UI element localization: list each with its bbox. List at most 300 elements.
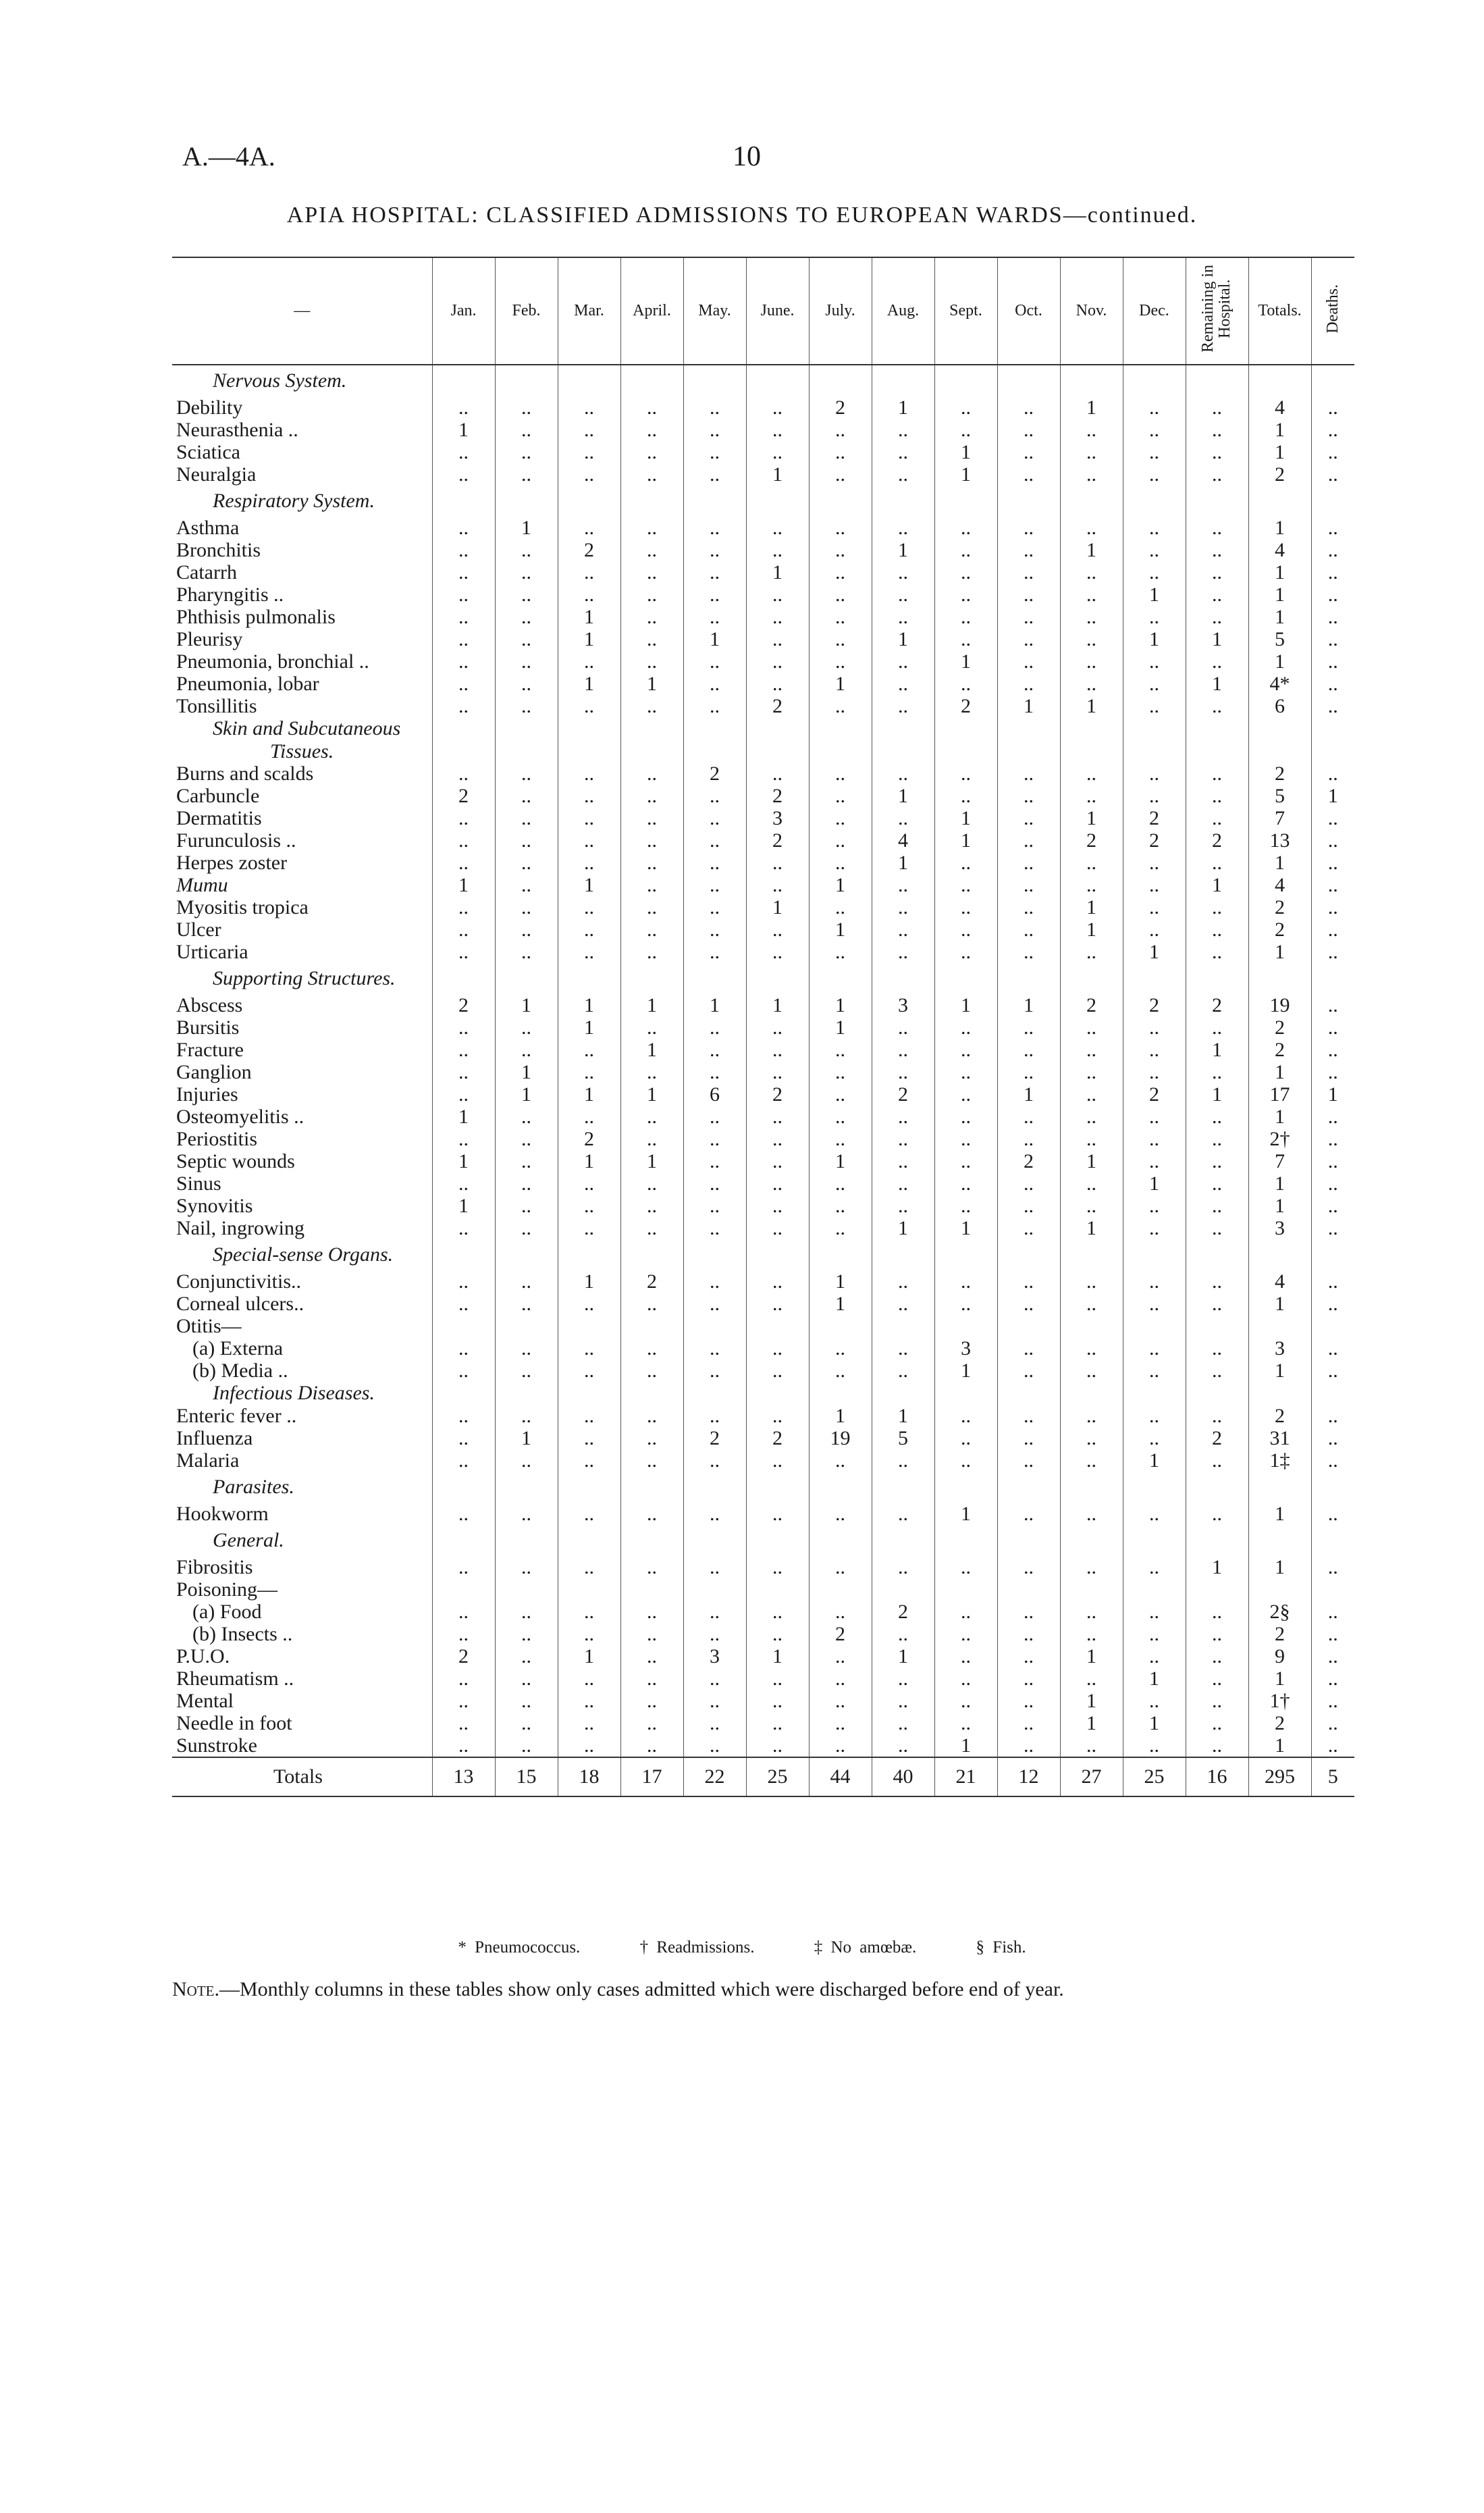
total-cell: 9 [1248,1645,1311,1667]
month-cell: 1 [1060,1217,1123,1239]
empty-cell [746,1525,809,1556]
empty-cell [746,740,809,762]
total-cell: 6 [1248,695,1311,717]
deaths-cell: .. [1311,941,1354,963]
month-cell: .. [1060,874,1123,896]
month-cell [872,1315,934,1337]
remaining-cell: .. [1186,1405,1248,1427]
remaining-cell: .. [1186,396,1248,419]
month-cell: .. [558,1337,620,1359]
month-cell: .. [746,1667,809,1690]
total-cell: 1 [1248,1667,1311,1690]
empty-cell [1186,740,1248,762]
month-cell: 2 [1123,1083,1186,1106]
month-cell: .. [997,1270,1060,1293]
month-cell: .. [746,1106,809,1128]
empty-cell [1123,1382,1186,1405]
month-cell: 2 [620,1270,683,1293]
month-cell: 1 [872,785,934,807]
remaining-cell: .. [1186,1734,1248,1757]
row-label: Neuralgia [176,463,257,486]
table-row [172,896,1354,918]
month-cell: .. [620,1337,683,1359]
total-cell: 1 [1248,650,1311,673]
month-cell: .. [997,1172,1060,1195]
month-cell: 19 [809,1427,872,1449]
month-cell: .. [1060,1556,1123,1578]
month-cell: .. [495,539,558,561]
row-label: Influenza [176,1427,253,1449]
row-label: (b) Media .. [192,1359,288,1382]
month-cell: .. [997,1623,1060,1645]
row-label: Synovitis [176,1195,253,1217]
month-cell: .. [746,1359,809,1382]
total-cell: 1 [1248,517,1311,539]
month-cell: 2 [746,1427,809,1449]
remaining-cell: .. [1186,1503,1248,1525]
month-cell: .. [809,1195,872,1217]
table-row [172,1601,1354,1623]
table-row [172,1645,1354,1667]
row-label: Osteomyelitis .. [176,1106,304,1128]
month-cell: .. [872,1667,934,1690]
deaths-cell: .. [1311,1623,1354,1645]
empty-cell [746,365,809,396]
empty-cell [872,717,934,740]
section-heading-row [172,1472,1354,1503]
month-cell: .. [683,1712,746,1734]
column-header-month: Jan. [432,257,495,365]
month-cell: .. [683,1217,746,1239]
table-row [172,650,1354,673]
month-cell: .. [620,1195,683,1217]
month-cell: .. [1123,1061,1186,1083]
month-cell: .. [683,419,746,441]
row-label: Mental [176,1690,234,1712]
month-cell: .. [934,1449,997,1472]
month-cell: 2 [746,695,809,717]
month-cell: .. [683,1128,746,1150]
row-label: Catarrh [176,561,237,584]
month-cell: .. [1060,1061,1123,1083]
month-cell: .. [495,650,558,673]
month-cell: .. [872,695,934,717]
column-header-remaining [1186,257,1248,365]
month-cell: .. [683,606,746,628]
month-cell: .. [997,1734,1060,1757]
month-cell: .. [934,1150,997,1172]
month-cell: 2 [683,762,746,785]
month-cell: .. [746,1172,809,1195]
remaining-cell: .. [1186,1337,1248,1359]
empty-cell [620,1239,683,1270]
empty-cell [934,1239,997,1270]
month-cell: .. [1060,1427,1123,1449]
month-cell: .. [683,1734,746,1757]
month-cell: .. [1123,1690,1186,1712]
empty-cell [997,365,1060,396]
deaths-cell: .. [1311,1150,1354,1172]
month-cell: .. [620,1503,683,1525]
month-cell: .. [495,852,558,874]
month-cell: .. [997,1405,1060,1427]
month-cell: .. [683,918,746,941]
empty-cell [1123,1525,1186,1556]
month-cell: 2 [934,695,997,717]
month-cell: .. [934,1106,997,1128]
month-cell: 2 [432,1645,495,1667]
deaths-cell: .. [1311,1405,1354,1427]
total-cell: 2† [1248,1128,1311,1150]
month-cell: .. [934,785,997,807]
month-cell: .. [558,650,620,673]
month-cell: .. [934,561,997,584]
month-cell: .. [934,517,997,539]
month-cell: .. [558,419,620,441]
month-cell: .. [683,584,746,606]
empty-cell [1186,1472,1248,1503]
month-cell: .. [1123,650,1186,673]
month-cell: .. [683,941,746,963]
empty-cell [934,1525,997,1556]
empty-cell [1248,1382,1311,1405]
empty-cell [432,717,495,740]
month-cell: 2 [746,1083,809,1106]
month-cell [1060,1578,1123,1601]
month-cell: .. [746,1128,809,1150]
month-cell: .. [997,762,1060,785]
empty-cell [934,365,997,396]
deaths-cell: .. [1311,539,1354,561]
month-cell: 2 [432,994,495,1016]
month-cell: .. [872,673,934,695]
month-cell: 1 [746,994,809,1016]
empty-cell [1248,740,1311,762]
totals-cell: 13 [432,1757,495,1796]
month-cell: .. [872,807,934,829]
month-cell: .. [1123,918,1186,941]
month-cell: .. [872,1039,934,1061]
month-cell: .. [432,1039,495,1061]
month-cell [683,1315,746,1337]
month-cell: .. [432,941,495,963]
month-cell: .. [809,1359,872,1382]
deaths-cell: .. [1311,1195,1354,1217]
month-cell: 1 [746,463,809,486]
month-cell: .. [997,1217,1060,1239]
empty-cell [683,1239,746,1270]
totals-cell: 25 [1123,1757,1186,1796]
empty-cell [558,486,620,517]
month-cell: .. [809,1734,872,1757]
month-cell: .. [809,1601,872,1623]
month-cell: .. [934,1601,997,1623]
column-header-month: July. [809,257,872,365]
row-label: Fibrositis [176,1556,253,1578]
deaths-cell: .. [1311,1449,1354,1472]
table-row [172,1217,1354,1239]
total-cell: 1 [1248,1734,1311,1757]
remaining-cell: .. [1186,463,1248,486]
table-row [172,1293,1354,1315]
row-label: Rheumatism .. [176,1667,294,1690]
row-label: Phthisis pulmonalis [176,606,336,628]
month-cell: 1 [1123,1172,1186,1195]
month-cell: 1 [809,673,872,695]
month-cell: .. [809,1337,872,1359]
remaining-cell: .. [1186,1150,1248,1172]
month-cell: .. [934,1172,997,1195]
month-cell: .. [1060,628,1123,650]
empty-cell [809,717,872,740]
month-cell: .. [1123,896,1186,918]
month-cell: .. [683,463,746,486]
month-cell: .. [934,1667,997,1690]
empty-cell [872,1525,934,1556]
remaining-cell: .. [1186,918,1248,941]
remaining-cell: .. [1186,1270,1248,1293]
row-label: Myositis tropica [176,896,309,918]
month-cell: .. [558,1623,620,1645]
month-cell: 1 [1123,1667,1186,1690]
month-cell: .. [495,1337,558,1359]
month-cell: .. [934,628,997,650]
month-cell: .. [495,1690,558,1712]
remaining-cell: .. [1186,1217,1248,1239]
month-cell: .. [432,1601,495,1623]
month-cell: .. [620,606,683,628]
page-reference: A.—4A. [182,141,275,172]
total-cell: 13 [1248,829,1311,852]
month-cell: .. [1123,1106,1186,1128]
footnotes [0,1938,1484,1957]
deaths-cell: .. [1311,896,1354,918]
month-cell [1123,1578,1186,1601]
month-cell: .. [495,1217,558,1239]
row-label: Asthma [176,517,240,539]
deaths-cell: .. [1311,1427,1354,1449]
month-cell: .. [558,1359,620,1382]
month-cell: .. [872,1449,934,1472]
month-cell: .. [997,539,1060,561]
month-cell: .. [1123,606,1186,628]
section-heading: Infectious Diseases. [213,1382,375,1404]
table-row [172,1172,1354,1195]
deaths-cell: 1 [1311,1083,1354,1106]
month-cell: .. [997,1106,1060,1128]
month-cell: .. [997,419,1060,441]
month-cell: .. [558,1106,620,1128]
month-cell: .. [1123,762,1186,785]
month-cell: .. [997,941,1060,963]
month-cell: .. [432,1172,495,1195]
row-label: Mumu [176,874,228,896]
month-cell: .. [746,941,809,963]
month-cell: .. [432,829,495,852]
row-label: P.U.O. [176,1645,230,1667]
empty-cell [997,1525,1060,1556]
month-cell: .. [746,396,809,419]
table-row [172,517,1354,539]
month-cell: .. [872,1293,934,1315]
month-cell: 2 [746,829,809,852]
empty-cell [809,486,872,517]
table-row [172,1083,1354,1106]
empty-cell [558,1525,620,1556]
row-label: Ulcer [176,918,221,941]
table-row [172,1690,1354,1712]
month-cell: .. [809,584,872,606]
month-cell: .. [1060,1270,1123,1293]
month-cell: .. [495,874,558,896]
month-cell: .. [558,1217,620,1239]
month-cell: .. [620,1449,683,1472]
empty-cell [495,1472,558,1503]
month-cell: .. [620,517,683,539]
month-cell: .. [620,1601,683,1623]
month-cell: 1 [1060,1712,1123,1734]
month-cell: .. [872,1337,934,1359]
month-cell: .. [872,1061,934,1083]
month-cell: 1 [495,517,558,539]
deaths-cell: .. [1311,628,1354,650]
month-cell: .. [432,1217,495,1239]
table-row [172,1315,1354,1337]
deaths-cell: .. [1311,695,1354,717]
month-cell: 2 [1123,807,1186,829]
month-cell: .. [997,785,1060,807]
totals-cell: 18 [558,1757,620,1796]
month-cell: .. [558,1556,620,1578]
month-cell: 1 [1060,1690,1123,1712]
month-cell: .. [746,1405,809,1427]
month-cell: .. [997,1712,1060,1734]
totals-cell: 5 [1311,1757,1354,1796]
month-cell: .. [495,628,558,650]
empty-cell [683,486,746,517]
month-cell: .. [746,1016,809,1039]
month-cell: .. [746,1337,809,1359]
empty-cell [683,365,746,396]
month-cell: .. [495,762,558,785]
deaths-cell: .. [1311,1039,1354,1061]
empty-cell [620,365,683,396]
totals-cell: 17 [620,1757,683,1796]
month-cell: .. [495,896,558,918]
row-label: Otitis— [176,1315,242,1337]
month-cell: .. [558,807,620,829]
month-cell: .. [432,695,495,717]
total-cell: 2 [1248,918,1311,941]
month-cell: .. [683,650,746,673]
total-cell: 4 [1248,539,1311,561]
month-cell: .. [620,1734,683,1757]
empty-cell [809,1239,872,1270]
month-cell: .. [495,1195,558,1217]
month-cell: 1 [1060,896,1123,918]
month-cell: 1 [746,561,809,584]
month-cell: 1 [872,1217,934,1239]
row-label: Injuries [176,1083,238,1106]
empty-cell [495,365,558,396]
totals-cell: 40 [872,1757,934,1796]
month-cell: 1 [432,419,495,441]
month-cell: .. [432,1503,495,1525]
month-cell: .. [872,941,934,963]
month-cell: 1 [620,1150,683,1172]
month-cell: 2 [1060,994,1123,1016]
table-row [172,1128,1354,1150]
remaining-cell: .. [1186,1016,1248,1039]
month-cell: .. [746,1690,809,1712]
month-cell: .. [934,1712,997,1734]
row-label: Enteric fever .. [176,1405,297,1427]
month-cell: .. [746,419,809,441]
month-cell: 2 [1123,994,1186,1016]
section-heading-row [172,486,1354,517]
month-cell: 1 [1060,539,1123,561]
month-cell: .. [997,441,1060,463]
total-cell: 1 [1248,1106,1311,1128]
month-cell: .. [809,441,872,463]
empty-cell [746,1239,809,1270]
month-cell: .. [495,1556,558,1578]
deaths-cell: .. [1311,650,1354,673]
month-cell: .. [1123,673,1186,695]
empty-cell [1186,1239,1248,1270]
month-cell: .. [558,1503,620,1525]
remaining-cell: .. [1186,1645,1248,1667]
month-cell: .. [1123,1128,1186,1150]
month-cell: .. [683,1405,746,1427]
empty-cell [997,486,1060,517]
month-cell: .. [997,1503,1060,1525]
month-cell: .. [934,1556,997,1578]
month-cell: .. [495,941,558,963]
month-cell: 2 [1060,829,1123,852]
month-cell: .. [558,695,620,717]
month-cell: 1 [809,1405,872,1427]
month-cell [809,1578,872,1601]
month-cell: .. [432,1061,495,1083]
month-cell: .. [432,1427,495,1449]
empty-cell [1060,365,1123,396]
empty-cell [1248,1525,1311,1556]
remaining-cell: .. [1186,1690,1248,1712]
row-label: Burns and scalds [176,762,314,785]
month-cell: .. [872,1172,934,1195]
month-cell: .. [432,1623,495,1645]
row-label: Nail, ingrowing [176,1217,304,1239]
remaining-cell: .. [1186,695,1248,717]
month-cell: .. [683,1556,746,1578]
month-cell: .. [997,561,1060,584]
month-cell: .. [620,1623,683,1645]
row-label: Herpes zoster [176,852,288,874]
month-cell: .. [620,896,683,918]
month-cell: 5 [872,1427,934,1449]
month-cell: .. [872,650,934,673]
month-cell: 1 [558,1270,620,1293]
total-cell: 2 [1248,1623,1311,1645]
month-cell: .. [809,1712,872,1734]
month-cell: .. [558,1690,620,1712]
month-cell: .. [432,896,495,918]
remaining-cell: .. [1186,896,1248,918]
month-cell: .. [683,1150,746,1172]
empty-cell [1123,486,1186,517]
month-cell: .. [934,1061,997,1083]
